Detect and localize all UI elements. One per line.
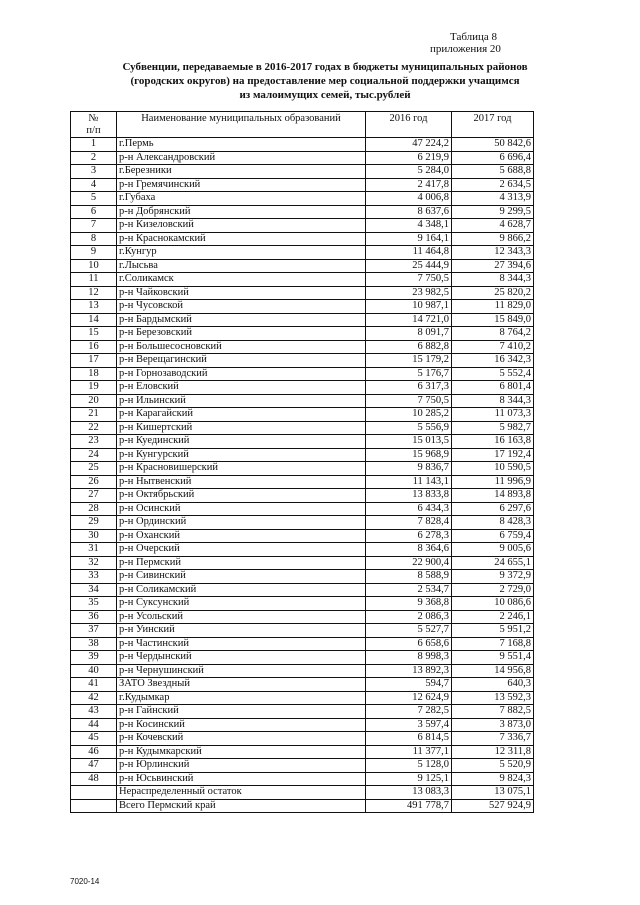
row-number: 3: [71, 165, 117, 179]
row-number: 31: [71, 543, 117, 557]
row-number: 45: [71, 732, 117, 746]
row-number: [71, 799, 117, 813]
table-row: [71, 556, 534, 570]
row-name: г.Березники: [117, 165, 366, 179]
table-row: [71, 435, 534, 449]
row-number: 12: [71, 286, 117, 300]
row-2017: 8 428,3: [452, 516, 534, 530]
row-name: р-н Кудымкарский: [117, 745, 366, 759]
row-2017: 16 342,3: [452, 354, 534, 368]
row-2017: 17 192,4: [452, 448, 534, 462]
table-row: [71, 394, 534, 408]
row-2016: 11 464,8: [366, 246, 452, 260]
row-2017: 13 592,3: [452, 691, 534, 705]
table-row: [71, 597, 534, 611]
row-2016: 10 987,1: [366, 300, 452, 314]
row-2016: 11 377,1: [366, 745, 452, 759]
row-name: р-н Кунгурский: [117, 448, 366, 462]
table-row: [71, 367, 534, 381]
row-2017: 12 343,3: [452, 246, 534, 260]
row-2016: 14 721,0: [366, 313, 452, 327]
title-line-3: из малоимущих семей, тыс.рублей: [239, 89, 411, 101]
row-2017: 9 372,9: [452, 570, 534, 584]
row-2016: 7 282,5: [366, 705, 452, 719]
row-2016: 9 368,8: [366, 597, 452, 611]
row-number: 10: [71, 259, 117, 273]
table-row: [71, 705, 534, 719]
row-2017: 5 688,8: [452, 165, 534, 179]
row-2017: 8 344,3: [452, 273, 534, 287]
table-row: [71, 529, 534, 543]
row-name: р-н Березовский: [117, 327, 366, 341]
row-2016: 6 814,5: [366, 732, 452, 746]
table-row: [71, 408, 534, 422]
table-row: [71, 178, 534, 192]
row-2016: 6 882,8: [366, 340, 452, 354]
row-name: р-н Юсьвинский: [117, 772, 366, 786]
row-2016: 6 278,3: [366, 529, 452, 543]
row-2016: 8 588,9: [366, 570, 452, 584]
row-number: 47: [71, 759, 117, 773]
table-row: [71, 165, 534, 179]
row-name: р-н Александровский: [117, 151, 366, 165]
row-2016: 2 417,8: [366, 178, 452, 192]
table-row: [71, 664, 534, 678]
row-2016: 8 998,3: [366, 651, 452, 665]
row-name: р-н Сивинский: [117, 570, 366, 584]
row-2017: 50 842,6: [452, 138, 534, 152]
table-row: [71, 475, 534, 489]
row-2017: 10 086,6: [452, 597, 534, 611]
row-2016: 15 179,2: [366, 354, 452, 368]
row-2016: 9 836,7: [366, 462, 452, 476]
row-2017: 27 394,6: [452, 259, 534, 273]
row-name: р-н Осинский: [117, 502, 366, 516]
row-number: 19: [71, 381, 117, 395]
row-number: 21: [71, 408, 117, 422]
row-2017: 14 956,8: [452, 664, 534, 678]
row-number: 33: [71, 570, 117, 584]
row-name: р-н Чердынский: [117, 651, 366, 665]
row-name: р-н Кочевский: [117, 732, 366, 746]
row-name: р-н Косинский: [117, 718, 366, 732]
row-name: р-н Еловский: [117, 381, 366, 395]
row-name: р-н Уинский: [117, 624, 366, 638]
row-name: р-н Суксунский: [117, 597, 366, 611]
header-number-line2: п/п: [86, 125, 101, 136]
row-name: р-н Кишертский: [117, 421, 366, 435]
row-2016: 25 444,9: [366, 259, 452, 273]
row-2016: 9 164,1: [366, 232, 452, 246]
row-number: 6: [71, 205, 117, 219]
row-name: Всего Пермский край: [117, 799, 366, 813]
row-number: 44: [71, 718, 117, 732]
row-2016: 6 434,3: [366, 502, 452, 516]
row-2017: 7 168,8: [452, 637, 534, 651]
row-2017: 12 311,8: [452, 745, 534, 759]
table-row: [71, 772, 534, 786]
row-2017: 3 873,0: [452, 718, 534, 732]
row-2017: 9 551,4: [452, 651, 534, 665]
row-2017: 6 759,4: [452, 529, 534, 543]
row-2016: 5 527,7: [366, 624, 452, 638]
row-name: р-н Большесосновский: [117, 340, 366, 354]
table-row: [71, 678, 534, 692]
row-number: 9: [71, 246, 117, 260]
row-2017: 7 410,2: [452, 340, 534, 354]
row-name: г.Соликамск: [117, 273, 366, 287]
row-2017: 5 520,9: [452, 759, 534, 773]
row-number: 35: [71, 597, 117, 611]
row-number: 40: [71, 664, 117, 678]
row-number: 11: [71, 273, 117, 287]
table-row: [71, 610, 534, 624]
footer-code: 7020-14: [70, 877, 100, 886]
table-row: [71, 151, 534, 165]
row-2016: 8 091,7: [366, 327, 452, 341]
row-name: р-н Ильинский: [117, 394, 366, 408]
table-row: [71, 340, 534, 354]
row-name: р-н Юрлинский: [117, 759, 366, 773]
table-row: [71, 732, 534, 746]
row-2017: 5 552,4: [452, 367, 534, 381]
table-row: [71, 205, 534, 219]
row-2016: 491 778,7: [366, 799, 452, 813]
row-name: р-н Нытвенский: [117, 475, 366, 489]
row-2016: 6 219,9: [366, 151, 452, 165]
row-number: 18: [71, 367, 117, 381]
row-name: ЗАТО Звездный: [117, 678, 366, 692]
table-row: [71, 313, 534, 327]
table-row: [71, 583, 534, 597]
row-number: 43: [71, 705, 117, 719]
row-2017: 2 634,5: [452, 178, 534, 192]
row-2017: 10 590,5: [452, 462, 534, 476]
row-2017: 7 336,7: [452, 732, 534, 746]
row-2016: 5 284,0: [366, 165, 452, 179]
row-2017: 9 866,2: [452, 232, 534, 246]
row-2017: 13 075,1: [452, 786, 534, 800]
title-line-1: Субвенции, передаваемые в 2016-2017 годах в бюджеты муниципальных районов: [122, 61, 528, 73]
row-name: р-н Оханский: [117, 529, 366, 543]
table-row: [71, 786, 534, 800]
row-number: 24: [71, 448, 117, 462]
row-2017: 6 801,4: [452, 381, 534, 395]
row-name: р-н Октябрьский: [117, 489, 366, 503]
row-2016: 13 083,3: [366, 786, 452, 800]
row-number: 41: [71, 678, 117, 692]
row-2017: 14 893,8: [452, 489, 534, 503]
row-name: р-н Усольский: [117, 610, 366, 624]
table-row: [71, 570, 534, 584]
table-row: [71, 273, 534, 287]
row-number: 15: [71, 327, 117, 341]
table-row: [71, 138, 534, 152]
row-name: г.Губаха: [117, 192, 366, 206]
row-2016: 7 750,5: [366, 273, 452, 287]
table-row: [71, 624, 534, 638]
row-2016: 9 125,1: [366, 772, 452, 786]
row-2017: 6 297,6: [452, 502, 534, 516]
row-number: 2: [71, 151, 117, 165]
table-row: [71, 502, 534, 516]
table-row: [71, 421, 534, 435]
row-number: 7: [71, 219, 117, 233]
header-number: [71, 112, 117, 138]
table-number-label: Таблица 8: [450, 31, 498, 43]
row-name: р-н Очерский: [117, 543, 366, 557]
header-number-line1: №: [88, 113, 99, 124]
subsidy-table: [70, 111, 534, 813]
row-name: р-н Ординский: [117, 516, 366, 530]
row-number: 38: [71, 637, 117, 651]
row-name: р-н Карагайский: [117, 408, 366, 422]
table-row: [71, 300, 534, 314]
row-name: г.Пермь: [117, 138, 366, 152]
table-row: [71, 759, 534, 773]
row-name: р-н Чернушинский: [117, 664, 366, 678]
row-number: 25: [71, 462, 117, 476]
row-number: 36: [71, 610, 117, 624]
row-2017: 8 344,3: [452, 394, 534, 408]
table-row: [71, 232, 534, 246]
table-row: [71, 543, 534, 557]
row-number: 22: [71, 421, 117, 435]
table-row: [71, 327, 534, 341]
row-number: 42: [71, 691, 117, 705]
row-number: 5: [71, 192, 117, 206]
row-name: р-н Пермский: [117, 556, 366, 570]
row-name: р-н Соликамский: [117, 583, 366, 597]
row-number: [71, 786, 117, 800]
row-2016: 6 317,3: [366, 381, 452, 395]
table-row: [71, 637, 534, 651]
row-2016: 8 364,6: [366, 543, 452, 557]
table-row: [71, 745, 534, 759]
row-2016: 23 982,5: [366, 286, 452, 300]
row-2016: 10 285,2: [366, 408, 452, 422]
table-row: [71, 219, 534, 233]
row-number: 4: [71, 178, 117, 192]
row-2016: 22 900,4: [366, 556, 452, 570]
row-2017: 9 824,3: [452, 772, 534, 786]
row-number: 23: [71, 435, 117, 449]
table-row: [71, 516, 534, 530]
row-2016: 15 013,5: [366, 435, 452, 449]
row-2016: 5 556,9: [366, 421, 452, 435]
row-number: 1: [71, 138, 117, 152]
row-name: р-н Гремячинский: [117, 178, 366, 192]
row-2017: 11 829,0: [452, 300, 534, 314]
row-number: 48: [71, 772, 117, 786]
table-row: [71, 799, 534, 813]
table-row: [71, 381, 534, 395]
row-number: 39: [71, 651, 117, 665]
row-2016: 7 828,4: [366, 516, 452, 530]
row-number: 34: [71, 583, 117, 597]
row-name: р-н Чайковский: [117, 286, 366, 300]
row-number: 27: [71, 489, 117, 503]
row-number: 32: [71, 556, 117, 570]
table-row: [71, 192, 534, 206]
row-number: 17: [71, 354, 117, 368]
row-name: р-н Кизеловский: [117, 219, 366, 233]
row-2016: 7 750,5: [366, 394, 452, 408]
row-2017: 2 729,0: [452, 583, 534, 597]
row-2016: 6 658,6: [366, 637, 452, 651]
row-number: 8: [71, 232, 117, 246]
table-row: [71, 246, 534, 260]
row-name: г.Кудымкар: [117, 691, 366, 705]
row-2016: 3 597,4: [366, 718, 452, 732]
row-2016: 11 143,1: [366, 475, 452, 489]
document-title: [60, 60, 590, 102]
row-2016: 4 348,1: [366, 219, 452, 233]
row-number: 26: [71, 475, 117, 489]
row-number: 20: [71, 394, 117, 408]
header-2017: 2017 год: [452, 112, 534, 138]
row-name: р-н Чусовской: [117, 300, 366, 314]
row-2017: 25 820,2: [452, 286, 534, 300]
row-2017: 5 951,2: [452, 624, 534, 638]
row-name: р-н Горнозаводский: [117, 367, 366, 381]
row-number: 16: [71, 340, 117, 354]
row-name: р-н Верещагинский: [117, 354, 366, 368]
row-2017: 11 073,3: [452, 408, 534, 422]
row-2017: 9 299,5: [452, 205, 534, 219]
table-row: [71, 448, 534, 462]
row-number: 30: [71, 529, 117, 543]
row-2016: 5 128,0: [366, 759, 452, 773]
row-name: г.Кунгур: [117, 246, 366, 260]
header-2016: 2016 год: [366, 112, 452, 138]
table-row: [71, 462, 534, 476]
row-name: р-н Красновишерский: [117, 462, 366, 476]
row-2016: 13 833,8: [366, 489, 452, 503]
row-2016: 15 968,9: [366, 448, 452, 462]
row-name: р-н Краснокамский: [117, 232, 366, 246]
row-2016: 13 892,3: [366, 664, 452, 678]
table-row: [71, 286, 534, 300]
row-2016: 2 534,7: [366, 583, 452, 597]
table-row: [71, 259, 534, 273]
row-2017: 4 313,9: [452, 192, 534, 206]
table-row: [71, 718, 534, 732]
table-row: [71, 651, 534, 665]
row-name: р-н Добрянский: [117, 205, 366, 219]
row-2016: 4 006,8: [366, 192, 452, 206]
title-line-2: (городских округов) на предоставление мер социальной поддержки учащимся: [130, 75, 520, 87]
row-2017: 11 996,9: [452, 475, 534, 489]
row-2016: 8 637,6: [366, 205, 452, 219]
row-2016: 2 086,3: [366, 610, 452, 624]
row-2017: 640,3: [452, 678, 534, 692]
row-2017: 7 882,5: [452, 705, 534, 719]
header-name: Наименование муниципальных образований: [117, 112, 366, 138]
row-2017: 6 696,4: [452, 151, 534, 165]
row-name: р-н Гайнский: [117, 705, 366, 719]
row-name: р-н Частинский: [117, 637, 366, 651]
row-number: 29: [71, 516, 117, 530]
row-2017: 9 005,6: [452, 543, 534, 557]
row-2016: 47 224,2: [366, 138, 452, 152]
row-name: р-н Куединский: [117, 435, 366, 449]
table-row: [71, 354, 534, 368]
row-2016: 594,7: [366, 678, 452, 692]
row-2017: 24 655,1: [452, 556, 534, 570]
row-2017: 15 849,0: [452, 313, 534, 327]
row-number: 46: [71, 745, 117, 759]
row-name: г.Лысьва: [117, 259, 366, 273]
row-name: Нераспределенный остаток: [117, 786, 366, 800]
row-number: 28: [71, 502, 117, 516]
appendix-label: приложения 20: [430, 43, 501, 55]
table-header-row: [71, 112, 534, 138]
row-2017: 5 982,7: [452, 421, 534, 435]
row-2017: 8 764,2: [452, 327, 534, 341]
row-name: р-н Бардымский: [117, 313, 366, 327]
row-2017: 2 246,1: [452, 610, 534, 624]
row-number: 14: [71, 313, 117, 327]
table-row: [71, 691, 534, 705]
row-2016: 5 176,7: [366, 367, 452, 381]
row-2017: 527 924,9: [452, 799, 534, 813]
row-2017: 4 628,7: [452, 219, 534, 233]
row-2016: 12 624,9: [366, 691, 452, 705]
table-row: [71, 489, 534, 503]
row-number: 37: [71, 624, 117, 638]
row-2017: 16 163,8: [452, 435, 534, 449]
row-number: 13: [71, 300, 117, 314]
